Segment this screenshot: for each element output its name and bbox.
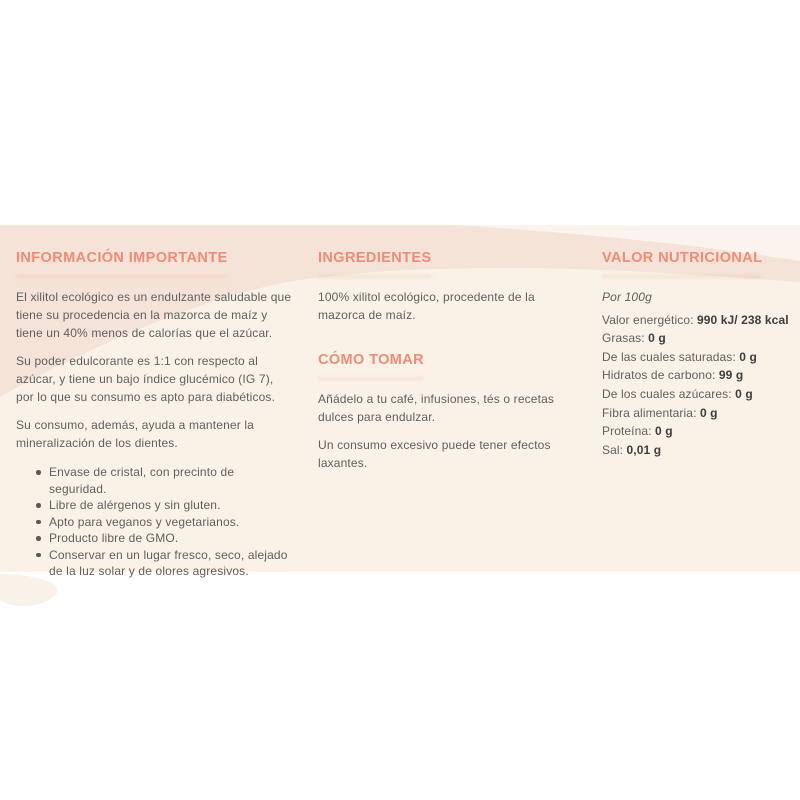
nutrition-label: Fibra alimentaria: (602, 405, 700, 420)
nutrition-row (602, 348, 794, 367)
nutrition-row (602, 311, 794, 330)
bullet-item: Libre de alérgenos y sin gluten. (36, 497, 294, 514)
heading-informacion-importante: INFORMACIÓN IMPORTANTE (16, 250, 228, 278)
wisp-decoration (0, 572, 90, 618)
nutrition-value: 990 kJ/ 238 kcal (696, 312, 789, 327)
info-bullet-list (16, 464, 294, 580)
bullet-item: Producto libre de GMO. (36, 530, 294, 547)
serving-size: Por 100g (602, 290, 652, 304)
column-ingredientes (318, 249, 574, 472)
nutrition-row (602, 441, 794, 460)
nutrition-value: 99 g (718, 368, 744, 383)
nutrition-row (602, 366, 794, 385)
info-paragraph-2: Su poder edulcorante es 1:1 con respecto al azúcar, y tiene un bajo índice glucémico (IG 7), por lo que su consumo es apto para diabéticos. (16, 354, 276, 404)
info-paragraph-1: El xilitol ecológico es un endulzante saludable que tiene su procedencia en la mazorca de maíz y tiene un 40% menos de calorías que el azúcar. (16, 290, 292, 340)
nutrition-value: 0,01 g (626, 442, 662, 457)
nutrition-label: Grasas: (602, 331, 649, 346)
nutrition-row (602, 385, 794, 404)
nutrition-row (602, 329, 794, 348)
bullet-item: Conservar en un lugar fresco, seco, alejado de la luz solar y de olores agresivos. (36, 547, 294, 580)
bullet-item: Envase de cristal, con precinto de seguridad. (36, 464, 294, 497)
nutrition-value: 0 g (739, 349, 757, 364)
bullet-item: Apto para veganos y vegetarianos. (36, 514, 294, 531)
column-valor-nutricional (602, 249, 794, 459)
nutrition-row (602, 422, 794, 441)
nutrition-label: Valor energético: (602, 312, 697, 327)
como-tomar-paragraph-2: Un consumo excesivo puede tener efectos laxantes. (318, 438, 551, 470)
nutrition-label: Proteína: (602, 424, 656, 439)
nutrition-value: 0 g (648, 331, 666, 346)
nutrition-label: Hidratos de carbono: (602, 368, 719, 383)
nutrition-label: Sal: (602, 442, 627, 457)
columns-container (0, 225, 800, 578)
info-paragraph-3: Su consumo, además, ayuda a mantener la mineralización de los dientes. (16, 418, 254, 450)
heading-ingredientes: INGREDIENTES (318, 250, 432, 278)
nutrition-value: 0 g (699, 405, 718, 420)
nutrition-row (602, 404, 794, 423)
info-band (0, 225, 800, 578)
como-tomar-paragraph-1: Añádelo a tu café, infusiones, tés o recetas dulces para endulzar. (318, 392, 555, 424)
heading-valor-nutricional: VALOR NUTRICIONAL (602, 250, 762, 278)
nutrition-value: 0 g (655, 424, 673, 439)
nutrition-value: 0 g (735, 386, 753, 401)
nutrition-label: De los cuales azúcares: (602, 386, 736, 401)
nutrition-label: De las cuales saturadas: (602, 349, 740, 364)
column-informacion-importante (16, 249, 294, 580)
ingredients-paragraph: 100% xilitol ecológico, procedente de la mazorca de maíz. (318, 290, 535, 322)
heading-como-tomar: CÓMO TOMAR (318, 352, 424, 380)
